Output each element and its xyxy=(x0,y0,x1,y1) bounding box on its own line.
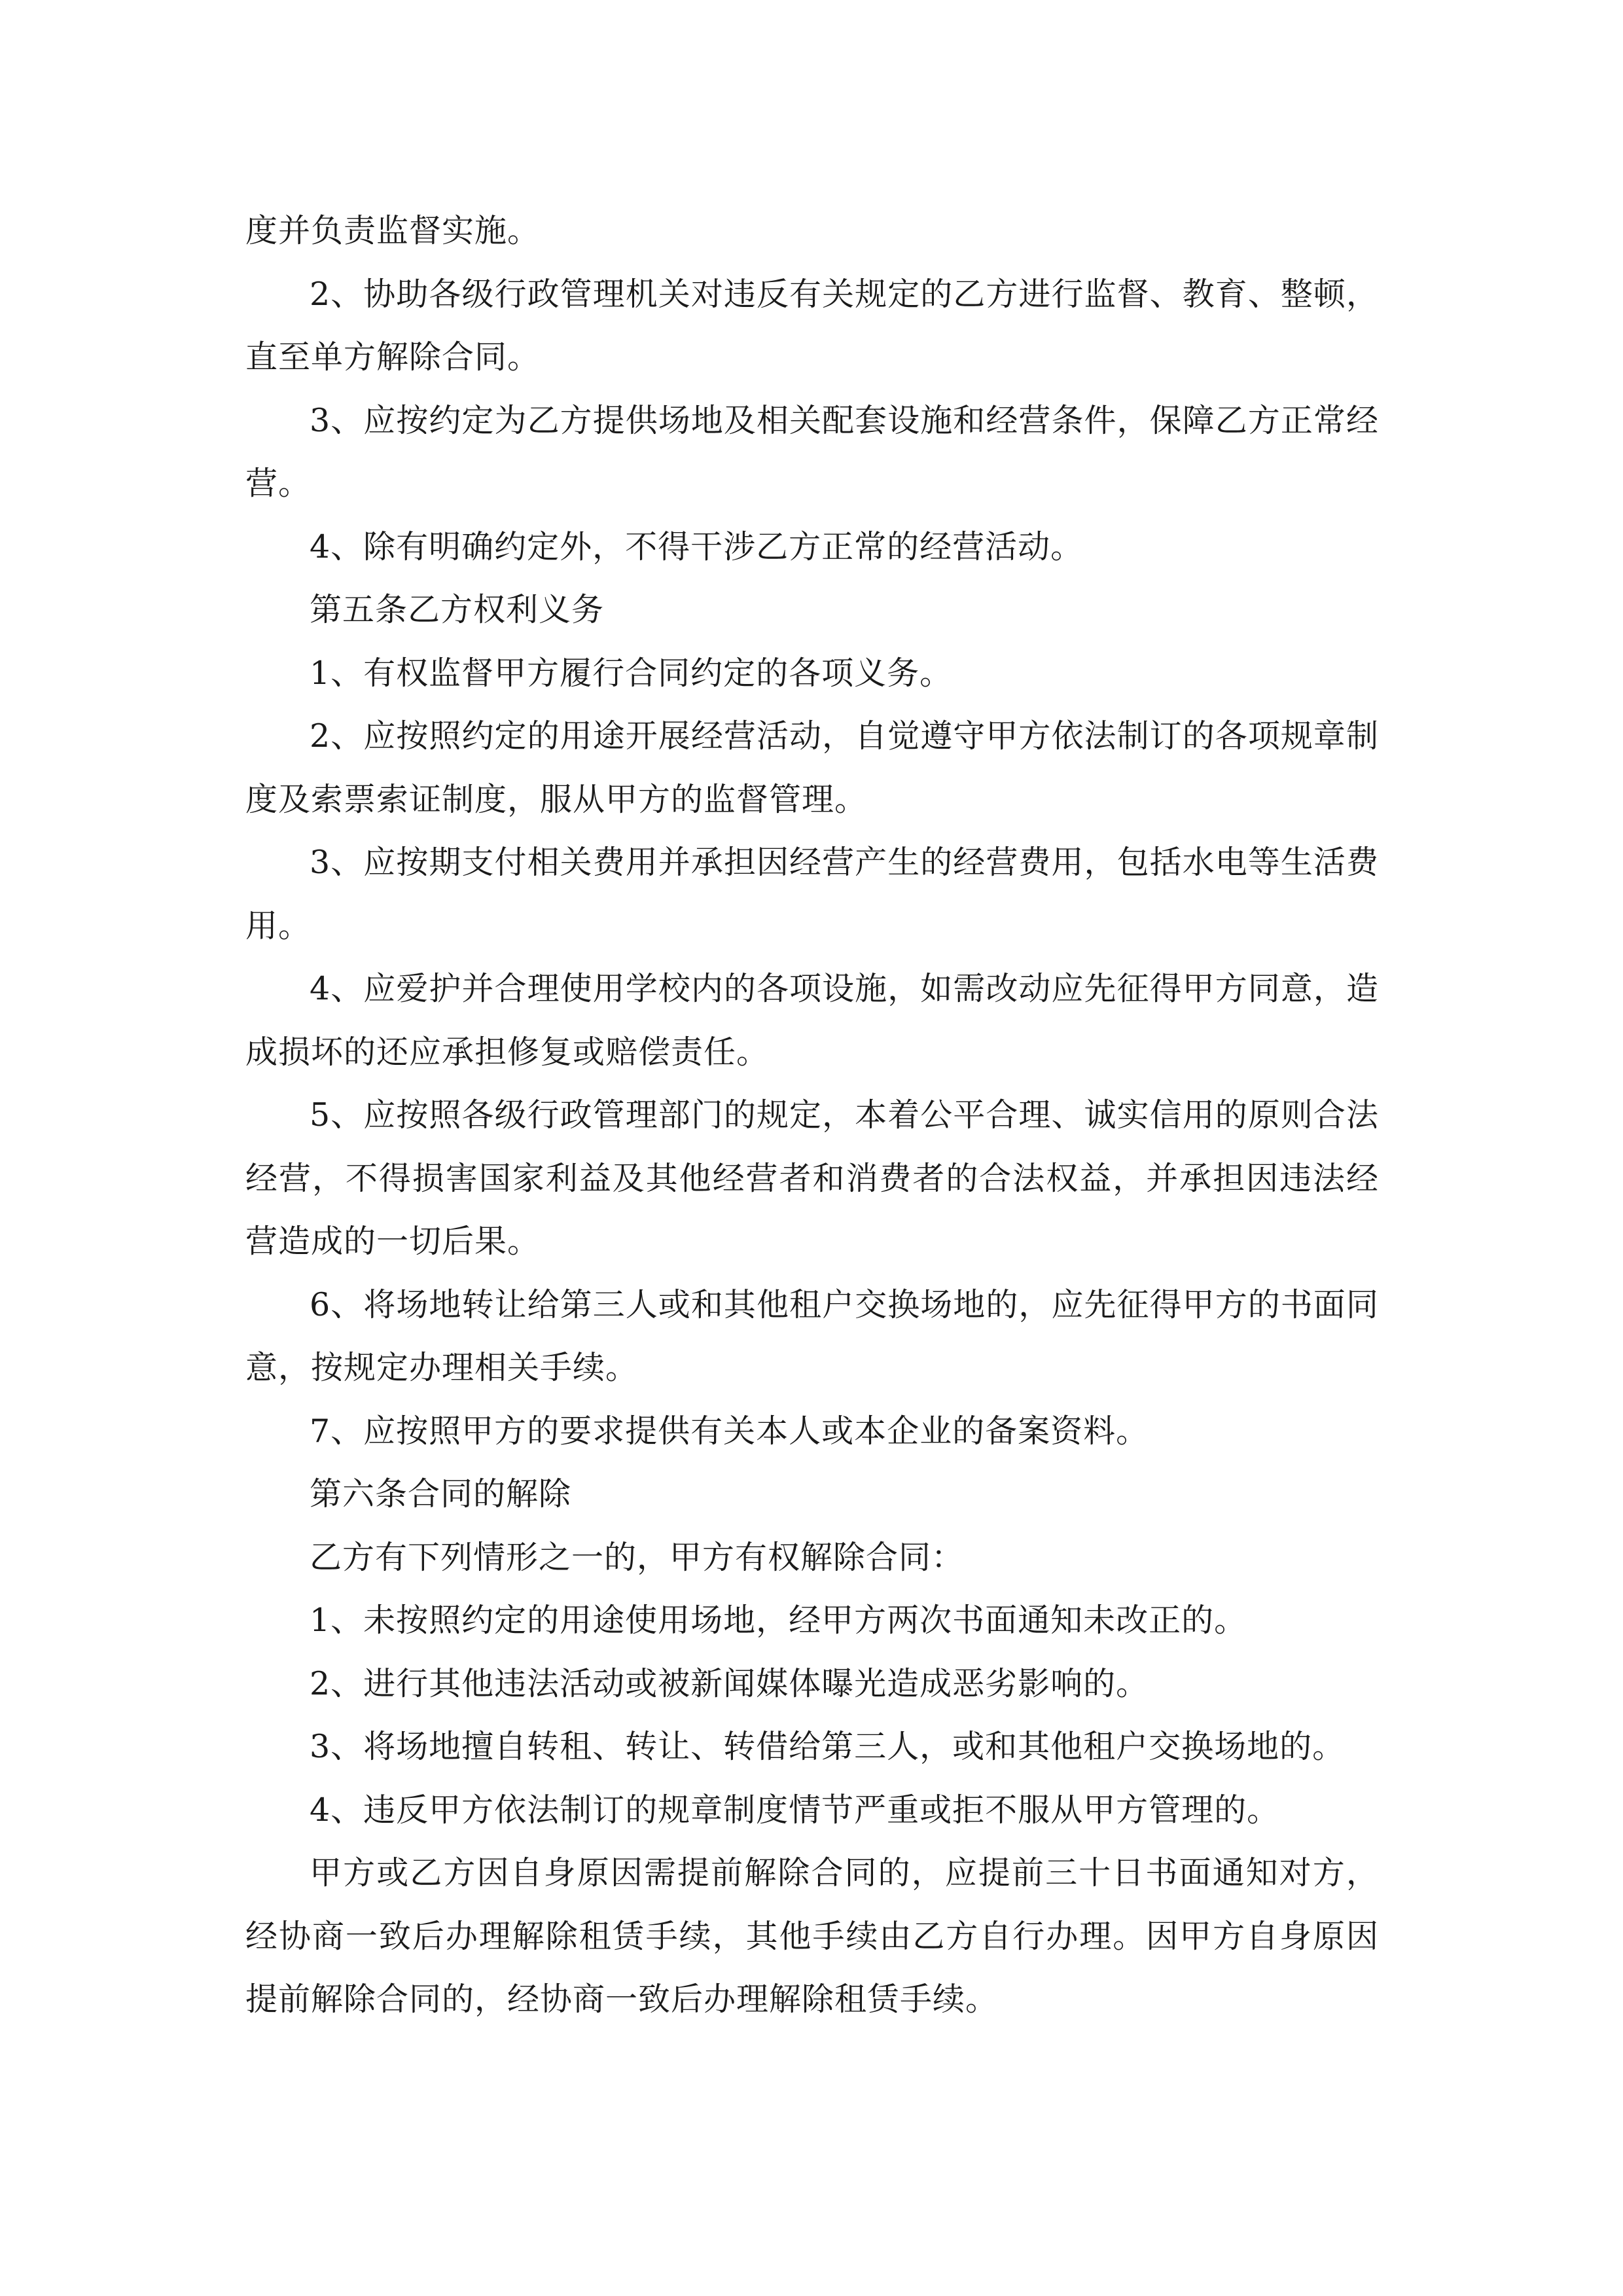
paragraph: 甲方或乙方因自身原因需提前解除合同的，应提前三十日书面通知对方，经协商一致后办理解除租赁手续，其他手续由乙方自行办理。因甲方自身原因提前解除合同的，经协商一致后办理解除租赁手续。 xyxy=(245,1854,1379,2018)
paragraph: 6、将场地转让给第三人或和其他租户交换场地的，应先征得甲方的书面同意，按规定办理相关手续。 xyxy=(245,1285,1379,1386)
paragraph: 5、应按照各级行政管理部门的规定，本着公平合理、诚实信用的原则合法经营，不得损害国家利益及其他经营者和消费者的合法权益，并承担因违法经营造成的一切后果。 xyxy=(245,1096,1379,1260)
paragraph: 乙方有下列情形之一的，甲方有权解除合同： xyxy=(310,1538,965,1576)
paragraph: 度并负责监督实施。 xyxy=(245,212,541,249)
paragraph: 2、协助各级行政管理机关对违反有关规定的乙方进行监督、教育、整顿，直至单方解除合同。 xyxy=(245,275,1379,376)
section-heading: 第五条乙方权利义务 xyxy=(310,591,605,628)
paragraph: 4、除有明确约定外，不得干涉乙方正常的经营活动。 xyxy=(310,528,1084,565)
document-body xyxy=(245,200,1379,2032)
paragraph: 3、应按期支付相关费用并承担因经营产生的经营费用，包括水电等生活费用。 xyxy=(245,844,1379,944)
paragraph: 2、应按照约定的用途开展经营活动，自觉遵守甲方依法制订的各项规章制度及索票索证制度，服从甲方的监督管理。 xyxy=(245,717,1379,818)
paragraph: 1、未按照约定的用途使用场地，经甲方两次书面通知未改正的。 xyxy=(310,1602,1247,1639)
paragraph: 7、应按照甲方的要求提供有关本人或本企业的备案资料。 xyxy=(310,1412,1149,1450)
section-heading: 第六条合同的解除 xyxy=(310,1475,572,1513)
paragraph: 1、有权监督甲方履行合同约定的各项义务。 xyxy=(310,654,953,692)
paragraph: 4、违反甲方依法制订的规章制度情节严重或拒不服从甲方管理的。 xyxy=(310,1791,1280,1829)
paragraph: 3、应按约定为乙方提供场地及相关配套设施和经营条件，保障乙方正常经营。 xyxy=(245,401,1379,502)
paragraph: 3、将场地擅自转租、转让、转借给第三人，或和其他租户交换场地的。 xyxy=(310,1728,1346,1765)
paragraph: 4、应爱护并合理使用学校内的各项设施，如需改动应先征得甲方同意，造成损坏的还应承担修复或赔偿责任。 xyxy=(245,970,1379,1071)
paragraph: 2、进行其他违法活动或被新闻媒体曝光造成恶劣影响的。 xyxy=(310,1664,1149,1702)
